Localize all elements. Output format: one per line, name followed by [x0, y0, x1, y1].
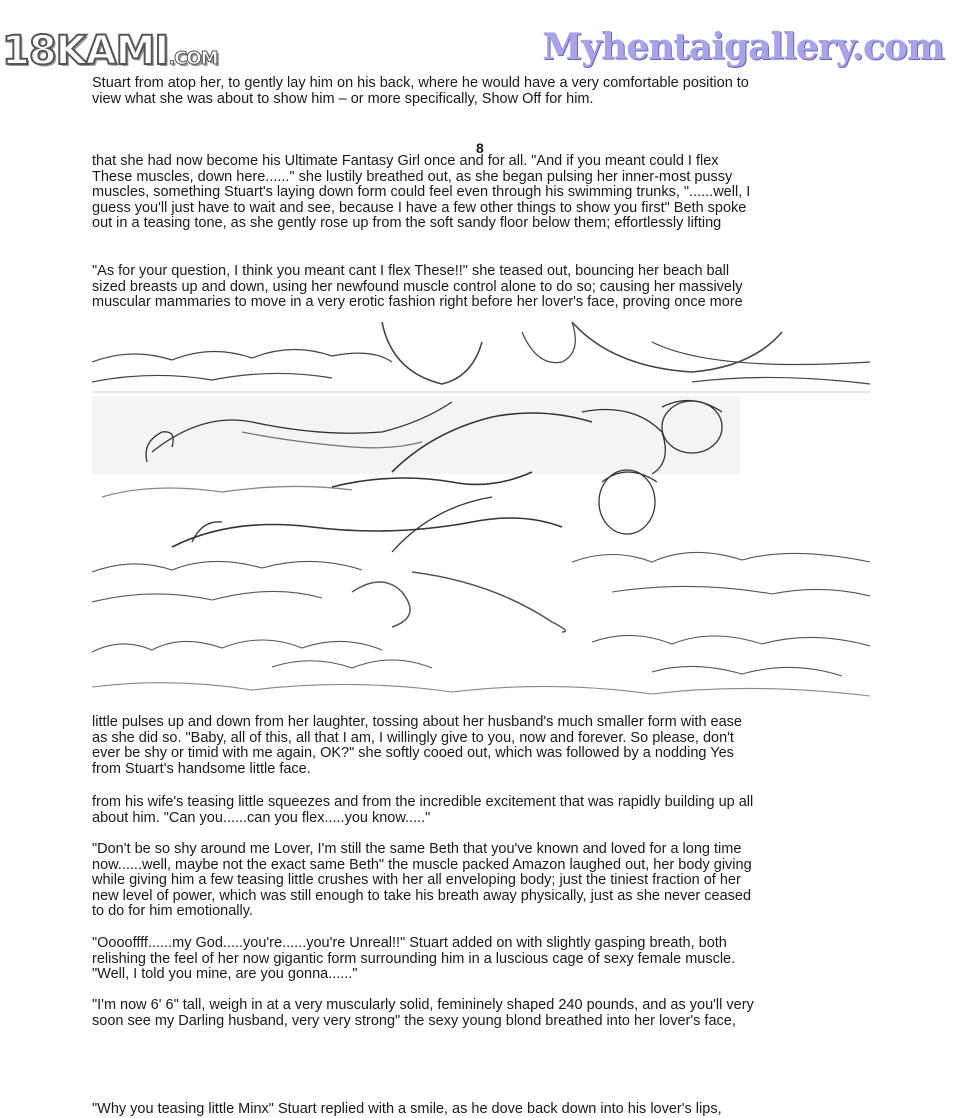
watermark-left-main: 18KAMI — [2, 28, 169, 74]
watermark-left-suffix: .COM — [168, 48, 218, 69]
paragraph-question-clip — [92, 264, 872, 322]
paragraph-after-art: little pulses up and down from her laughter, tossing about her husband's much smaller form with ease as she did so. "Baby, all of this, all that I am, I willingly give to you, now and forever. So please, don't ever be shy or timid with me again, OK?" she softly cooed out, which was followed by a nodding Yes from Stuart's handsome little face. — [92, 714, 742, 777]
paragraph-bottom: "Why you teasing little Minx" Stuart replied with a smile, as he dove back down into his lover's lips, — [92, 1101, 722, 1117]
beach-sketch-svg — [92, 322, 870, 710]
page-number: 8 — [476, 140, 484, 156]
paragraph-flex: from his wife's teasing little squeezes and from the incredible excitement that was rapidly building up all about him. "Can you......can you flex.....you know....." — [92, 794, 754, 826]
paragraph-overlap: that she had now become his Ultimate Fantasy Girl once and for all. "And if you meant could I flex These muscles, down here......" she lustily breathed out, as she began pulsing her inner-most pussy muscles, something Stuart's laying down form could feel even through his swimming trunks, "......well, I guess you'll just have to wait and see, because I have a few other things to show you first" Beth spoke out in a teasing tone, as she gently rose up from the soft sandy floor below them; effortlessly lifting — [92, 154, 751, 232]
paragraph-overlap-clip — [92, 154, 872, 240]
site-watermark-logo-right: Myhentaigallery.com — [542, 26, 944, 68]
site-watermark-logo-left — [2, 28, 218, 74]
sketch-illustration — [92, 322, 870, 710]
paragraph-unreal: "Ooooffff......my God.....you're......you're Unreal!!" Stuart added on with slightly gasping breath, both relishing the feel of her now gigantic form surrounding him in a luscious cage of sexy female muscle. "Well, I told you mine, are you gonna......" — [92, 935, 736, 983]
paragraph-stats: "I'm now 6' 6" tall, weigh in at a very muscularly solid, femininely shaped 240 pounds, and as you'll very soon see my Darling husband, very very strong" the sexy young blond breathed into her lover's face, — [92, 997, 754, 1029]
paragraph-question: "As for your question, I think you meant cant I flex These!!" she teased out, bouncing her beach ball sized breasts up and down, using her newfound muscle control alone to do so; causing her massively muscular mammaries to move in a very erotic fashion right before her lover's face, proving once more — [92, 264, 743, 311]
paragraph-top: Stuart from atop her, to gently lay him on his back, where he would have a very comfortable position to view what she was about to show him – or more specifically, Show Off for him. — [92, 75, 749, 107]
paragraph-shy: "Don't be so shy around me Lover, I'm still the same Beth that you've known and loved for a long time now......well, maybe not the exact same Beth" the muscle packed Amazon laughed out, her body giving while giving him a few teasing little crushes with her all enveloping body; just the tiniest fraction of her new level of power, which was still enough to take his breath away physically, just as she never ceased to do for him emotionally. — [92, 841, 752, 920]
art-band-2 — [92, 396, 740, 474]
